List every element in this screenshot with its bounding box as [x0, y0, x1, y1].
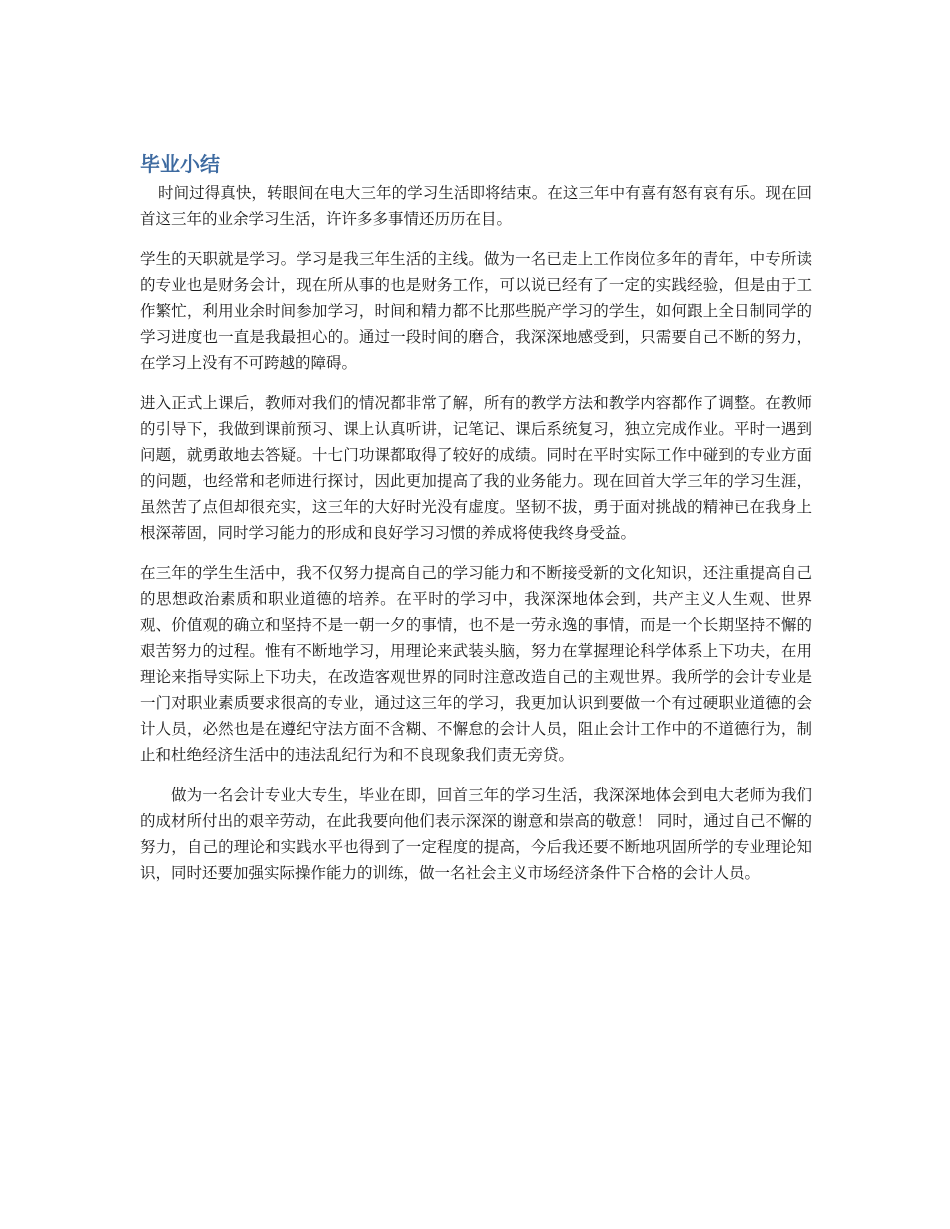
- paragraph-classes: 进入正式上课后，教师对我们的情况都非常了解，所有的教学方法和教学内容都作了调整。在教师的引导下，我做到课前预习、课上认真听讲，记笔记、课后系统复习，独立完成作业。平时一遇到问题，就勇敢地去答疑。十七门功课都取得了较好的成绩。同时在平时实际工作中碰到的专业方面的问题，也经常和老师进行探讨，因此更加提高了我的业务能力。现在回首大学三年的学习生涯，虽然苦了点但却很充实，这三年的大好时光没有虚度。坚韧不拔，勇于面对挑战的精神已在我身上根深蒂固，同时学习能力的形成和良好学习习惯的养成将使我终身受益。: [140, 394, 812, 542]
- paragraph-ethics: 在三年的学生生活中，我不仅努力提高自己的学习能力和不断接受新的文化知识，还注重提高自己的思想政治素质和职业道德的培养。在平时的学习中，我深深地体会到，共产主义人生观、世界观、价值观的确立和坚持不是一朝一夕的事情，也不是一劳永逸的事情，而是一个长期坚持不懈的艰苦努力的过程。惟有不断地学习，用理论来武装头脑，努力在掌握理论科学体系上下功夫，在用理论来指导实际上下功夫，在改造客观世界的同时注意改造自己的主观世界。我所学的会计专业是一门对职业素质要求很高的专业，通过这三年的学习，我更加认识到要做一个有过硬职业道德的会计人员，必然也是在遵纪守法方面不含糊、不懈怠的会计人员，阻止会计工作中的不道德行为，制止和杜绝经济生活中的违法乱纪行为和不良现象我们责无旁贷。: [140, 564, 812, 764]
- paragraph-intro: 时间过得真快，转眼间在电大三年的学习生活即将结束。在这三年中有喜有怒有哀有乐。现在回首这三年的业余学习生活，许许多多事情还历历在目。: [140, 184, 812, 228]
- document-body: [140, 150, 812, 900]
- paragraph-conclusion: 做为一名会计专业大专生，毕业在即，回首三年的学习生活，我深深地体会到电大老师为我们的成材所付出的艰辛劳动，在此我要向他们表示深深的谢意和崇高的敬意！ 同时，通过自己不懈的努力，自己的理论和实践水平也得到了一定程度的提高，今后我还要不断地巩固所学的专业理论知识，同时还要加强实际操作能力的训练，做一名社会主义市场经济条件下合格的会计人员。: [140, 786, 812, 882]
- document-title: 毕业小结: [140, 152, 220, 176]
- paragraph-study: 学生的天职就是学习。学习是我三年生活的主线。做为一名已走上工作岗位多年的青年，中专所读的专业也是财务会计，现在所从事的也是财务工作，可以说已经有了一定的实践经验，但是由于工作繁忙，利用业余时间参加学习，时间和精力都不比那些脱产学习的学生，如何跟上全日制同学的学习进度也一直是我最担心的。通过一段时间的磨合，我深深地感受到，只需要自己不断的努力，在学习上没有不可跨越的障碍。: [140, 250, 812, 372]
